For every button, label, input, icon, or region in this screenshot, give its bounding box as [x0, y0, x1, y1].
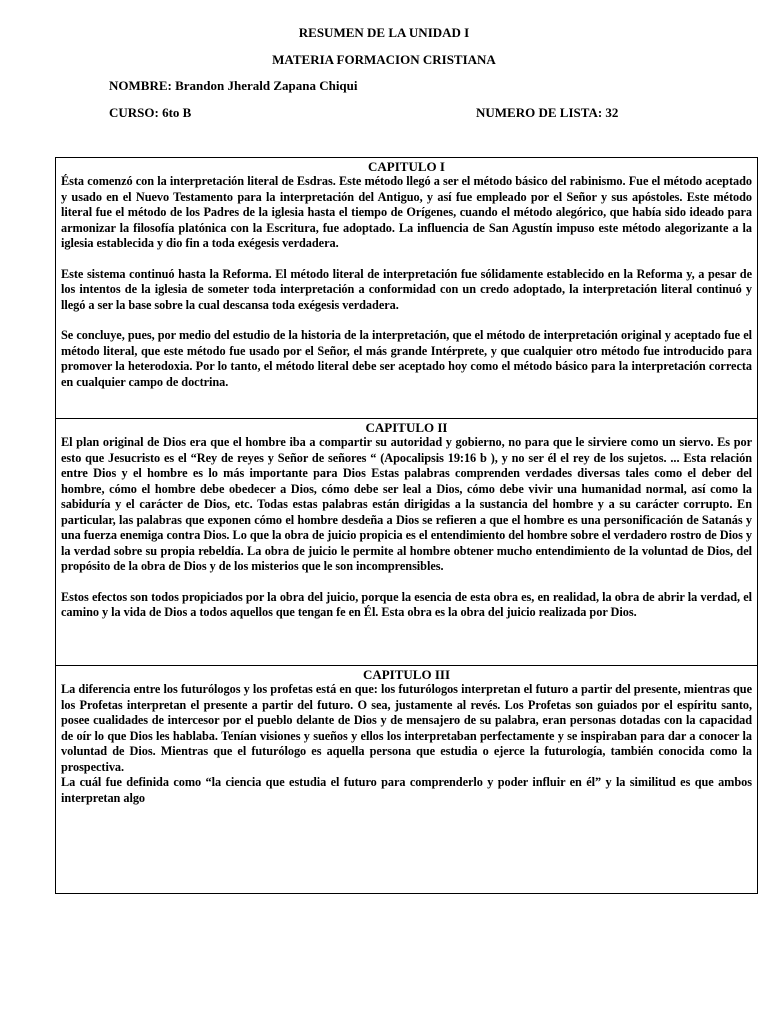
chapter-2-box — [55, 418, 758, 666]
chapter-3-title: CAPITULO III — [362, 667, 451, 682]
student-name: NOMBRE: Brandon Jherald Zapana Chiqui — [109, 78, 358, 93]
list-number: NUMERO DE LISTA: 32 — [476, 105, 619, 120]
course-label: CURSO: 6to B — [109, 105, 192, 120]
chapter-3-paragraph-1: La diferencia entre los futurólogos y los profetas está en que: los futurólogos interpretan el futuro a partir del presente, mientras que los Profetas interpretan el presente a partir del futuro. O sea, justamente al revés. Los Profetas son guiados por el espíritu santo, posee cualidades de intercesor por el pueblo delante de Dios y de mensajero de su palabra, eran personas dotadas con la capacidad de oír lo que Dios les hablaba. Tenían visiones y sueños y ellos los interpretaban perfectamente y se inspiraban para dar a conocer la voluntad de Dios. Mientras que el futurólogo es aquella persona que estudia o ejerce la futurología, también conocida como la prospectiva. — [61, 682, 752, 774]
chapter-1-paragraph-1: Ésta comenzó con la interpretación literal de Esdras. Este método llegó a ser el método básico del rabinismo. Fue el método aceptado y usado en el Nuevo Testamento para la interpretación del Antiguo, y así fue empleado por el Señor y sus apóstoles. Este método literal fue el método de los Padres de la iglesia hasta el tiempo de Orígenes, cuando el método alegórico, que había sido ideado para armonizar la filosofía platónica con la Escritura, fue adoptado. La influencia de San Agustín impuso este método alegorizante a la iglesia establecida y dio fin a toda exégesis verdadera. — [61, 174, 752, 250]
chapter-2-paragraph-2: Estos efectos son todos propiciados por la obra del juicio, porque la esencia de esta obra es, en realidad, la obra de abrir la verdad, el camino y la vida de Dios a todos aquellos que tengan fe en Él. Esta obra es la obra del juicio realizada por Dios. — [61, 589, 752, 619]
chapter-2-paragraph-1: El plan original de Dios era que el hombre iba a compartir su autoridad y gobierno, no para que le sirviere como un siervo. Es por esto que Jesucristo es el “Rey de reyes y Señor de señores “ (Apocalipsis 19:16 b ), y no ser él el rey de los sujetos. ... Esta relación entre Dios y el hombre es lo más importante para Dios Estas palabras comprenden verdades diversas tales como el deber del hombre, cómo el hombre debe obedecer a Dios, cómo debe ser leal a Dios, cómo debe vivir una humanidad normal, así como la sabiduría y el carácter de Dios, etc. Todas estas palabras están dirigidas a la sustancia del hombre y a su carácter corrupto. En particular, las palabras que exponen cómo el hombre desdeña a Dios se refieren a que el hombre es una personificación de Satanás y una fuerza enemiga contra Dios. Lo que la obra de juicio propicia es el entendimiento del hombre sobre el verdadero rostro de Dios y la verdad sobre su propia rebeldía. La obra de juicio le permite al hombre obtener mucho entendimiento de la voluntad de Dios, del propósito de la obra de Dios y de los misterios que le son incomprensibles. — [61, 435, 752, 573]
chapter-1-box — [55, 157, 758, 419]
chapter-1-paragraph-2: Este sistema continuó hasta la Reforma. El método literal de interpretación fue sólidamente establecido en la Reforma y, a pesar de los intentos de la iglesia de someter toda interpretación a conformidad con un credo adoptado, la interpretación literal continuó y llegó a ser la base sobre la cual descansa toda exégesis verdadera. — [61, 266, 752, 312]
chapter-1-paragraph-3: Se concluye, pues, por medio del estudio de la historia de la interpretación, que el método de interpretación original y aceptado fue el método literal, que este método fue usado por el Señor, el más grande Intérprete, y que cualquier otro método fue introducido para promover la heterodoxia. Por lo tanto, el método literal debe ser aceptado hoy como el método básico para la interpretación correcta en cualquier campo de doctrina. — [61, 328, 752, 389]
chapter-2-title: CAPITULO II — [365, 420, 448, 435]
subject-title: MATERIA FORMACION CRISTIANA — [272, 52, 496, 67]
chapter-3-box — [55, 665, 758, 894]
document-title: RESUMEN DE LA UNIDAD I — [298, 25, 470, 40]
chapter-1-title: CAPITULO I — [368, 159, 445, 174]
chapter-3-paragraph-2: La cuál fue definida como “la ciencia que estudia el futuro para comprenderlo y poder influir en él” y la similitud es que ambos interpretan algo — [61, 775, 752, 805]
